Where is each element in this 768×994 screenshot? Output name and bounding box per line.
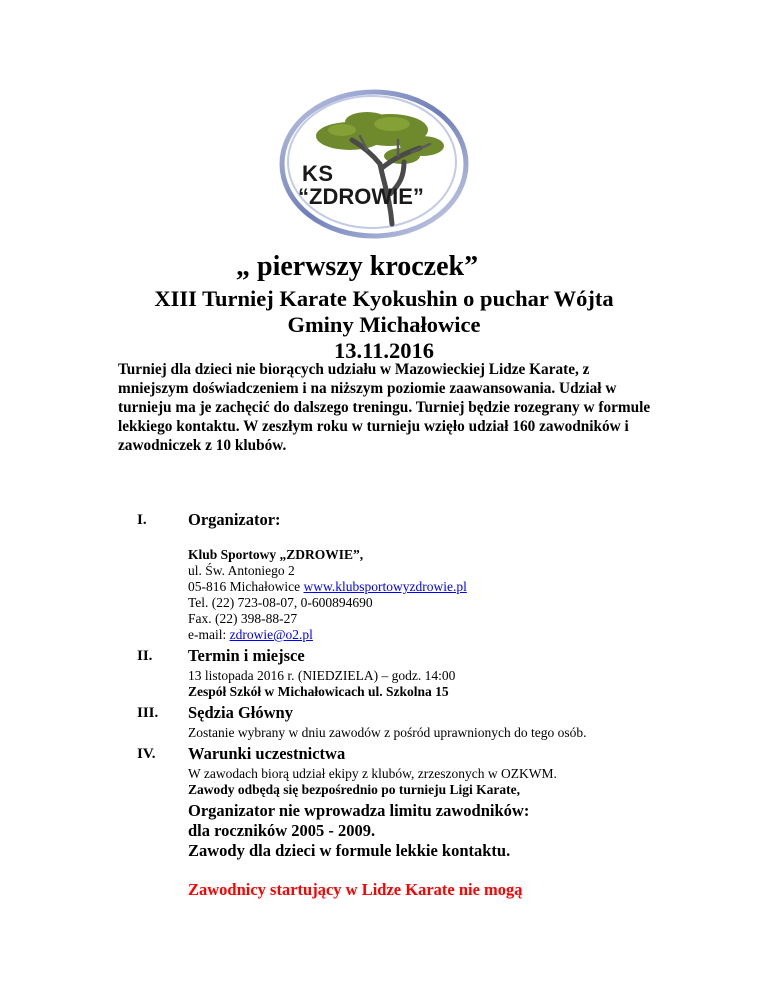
conditions-line-2: Zawody odbędą się bezpośrednio po turnieju Ligi Karate,	[188, 782, 521, 797]
conditions-line-1: W zawodach biorą udział ekipy z klubów, zrzeszonych w OZKWM.	[188, 766, 557, 781]
organizer-fax: Fax. (22) 398-88-27	[188, 611, 298, 626]
section-number: III.	[137, 705, 159, 721]
conditions-years: dla roczników 2005 - 2009.	[188, 821, 376, 840]
tournament-subtitle	[0, 286, 768, 364]
logo-text	[298, 161, 424, 209]
subtitle-line-1: XIII Turniej Karate Kyokushin o puchar Wójta	[154, 286, 614, 311]
conditions-warning: Zawodnicy startujący w Lidze Karate nie mogą	[188, 880, 523, 899]
logo-ks: KS	[302, 161, 334, 186]
website-link[interactable]: www.klubsportowyzdrowie.pl	[303, 579, 467, 594]
email-label: e-mail:	[188, 627, 230, 642]
organizer-club: Klub Sportowy „ZDROWIE”,	[188, 547, 364, 562]
section-heading-referee: Sędzia Główny	[188, 703, 293, 722]
section-heading-date-place: Termin i miejsce	[188, 646, 305, 665]
event-datetime: 13 listopada 2016 r. (NIEDZIELA) – godz. 14:00	[188, 668, 456, 683]
organizer-email	[188, 627, 313, 643]
organizer-street: ul. Św. Antoniego 2	[188, 563, 295, 578]
referee-info: Zostanie wybrany w dniu zawodów z pośród uprawnionych do tego osób.	[188, 725, 587, 740]
section-number: IV.	[137, 746, 156, 762]
email-link[interactable]: zdrowie@o2.pl	[229, 627, 313, 642]
subtitle-line-2: Gminy Michałowice	[287, 312, 481, 337]
event-venue: Zespół Szkół w Michałowicach ul. Szkolna 15	[188, 684, 449, 699]
conditions-limit: Organizator nie wprowadza limitu zawodników:	[188, 801, 530, 820]
section-number: I.	[137, 512, 147, 528]
organizer-city	[188, 579, 467, 595]
tournament-name: „ pierwszy kroczek”	[236, 251, 479, 282]
city-text: 05-816 Michałowice	[188, 579, 304, 594]
tournament-date: 13.11.2016	[333, 338, 434, 363]
section-heading-organizer: Organizator:	[188, 510, 281, 529]
intro-paragraph: Turniej dla dzieci nie biorących udziału w Mazowieckiej Lidze Karate, z mniejszym doświadczeniem i na niższym poziomie zaawansowania. Udział w turnieju ma je zachęcić do dalszego treningu. Turniej będzie rozegrany w formule lekkiego kontaktu. W zeszłym roku w turnieju wzięło udział 160 zawodników i zawodniczek z 10 klubów.	[118, 361, 651, 454]
section-number: II.	[137, 648, 153, 664]
organizer-phone: Tel. (22) 723-08-07, 0-600894690	[188, 595, 373, 610]
section-heading-conditions: Warunki uczestnictwa	[188, 744, 346, 763]
logo-club-name: “ZDROWIE”	[298, 184, 424, 209]
conditions-format: Zawody dla dzieci w formule lekkie kontaktu.	[188, 841, 511, 860]
